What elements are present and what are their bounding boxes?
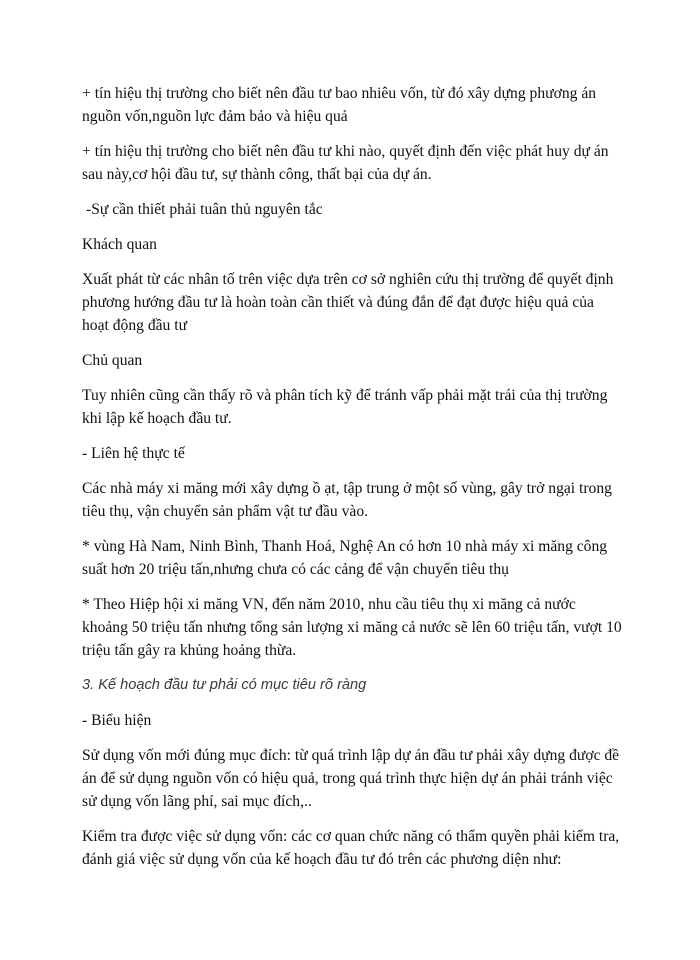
paragraph-capital-inspection: Kiểm tra được việc sử dụng vốn: các cơ quan chức năng có thẩm quyền phải kiểm tra, đánh giá việc sử dụng vốn của kế hoạch đầu tư đó trên các phương diện như:: [82, 828, 620, 868]
section-heading-clear-goals: 3. Kế hoạch đầu tư phải có mục tiêu rõ ràng: [82, 677, 367, 693]
paragraph-objective-body: Xuất phát từ các nhân tố trên việc dựa trên cơ sở nghiên cứu thị trường để quyết định phương hướng đầu tư là hoàn toàn cần thiết và đúng đắn để đạt được hiệu quả của hoạt động đầu tư: [82, 271, 614, 334]
paragraph-practice-heading: - Liên hệ thực tế: [82, 445, 185, 462]
paragraph-cement-association: * Theo Hiệp hội xi măng VN, đến năm 2010, nhu cầu tiêu thụ xi măng cả nước khoảng 50 triệu tấn nhưng tổng sản lượng xi măng cả nước sẽ lên 60 triệu tấn, vượt 10 triệu tấn gây ra khủng hoảng thừa.: [82, 596, 622, 659]
paragraph-region-plants: * vùng Hà Nam, Ninh Bình, Thanh Hoá, Nghệ An có hơn 10 nhà máy xi măng công suất hơn 20 triệu tấn,nhưng chưa có các cảng để vận chuyển tiêu thụ: [82, 538, 608, 578]
paragraph-objective-heading: Khách quan: [82, 236, 157, 253]
paragraph-market-signal-timing: + tín hiệu thị trường cho biết nên đầu tư khi nào, quyết định đến việc phát huy dự án sau này,cơ hội đầu tư, sự thành công, thất bại của dự án.: [82, 143, 609, 183]
paragraph-subjective-body: Tuy nhiên cũng cần thấy rõ và phân tích kỹ để tránh vấp phải mặt trái của thị trường khi lập kế hoạch đầu tư.: [82, 387, 608, 427]
paragraph-subjective-heading: Chủ quan: [82, 352, 143, 369]
paragraph-necessity-heading: -Sự cần thiết phải tuân thủ nguyên tắc: [86, 201, 323, 218]
paragraph-manifestation-heading: - Biểu hiện: [82, 712, 152, 729]
document-body: [82, 82, 622, 883]
paragraph-market-signal-capital: + tín hiệu thị trường cho biết nên đầu tư bao nhiêu vốn, từ đó xây dựng phương án nguồn vốn,nguồn lực đảm bảo và hiệu quả: [82, 85, 597, 125]
paragraph-cement-plants: Các nhà máy xi măng mới xây dựng ồ ạt, tập trung ở một số vùng, gây trở ngại trong tiêu thụ, vận chuyển sản phẩm vật tư đầu vào.: [82, 480, 612, 520]
paragraph-capital-use: Sử dụng vốn mới đúng mục đích: từ quá trình lập dự án đầu tư phải xây dựng được đề án để sử dụng nguồn vốn có hiệu quả, trong quá trình thực hiện dự án phải tránh việc sử dụng vốn lãng phí, sai mục đích,..: [82, 747, 620, 810]
